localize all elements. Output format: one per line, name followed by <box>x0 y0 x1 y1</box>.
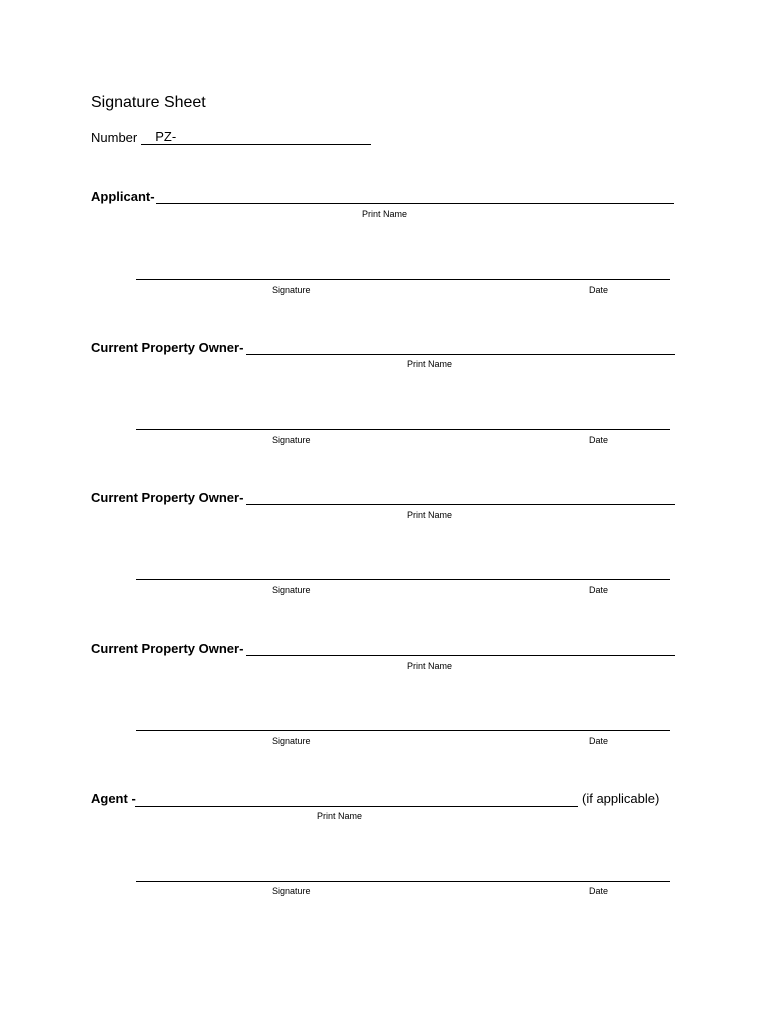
section-agent-label: Agent - <box>91 791 136 806</box>
owner-2-print-name-line[interactable] <box>246 504 675 505</box>
number-label: Number <box>91 130 138 145</box>
owner-3-signature-caption: Signature <box>272 736 311 746</box>
number-field[interactable]: PZ- <box>141 129 371 145</box>
agent-print-name-caption: Print Name <box>317 811 363 821</box>
section-owner-1-label: Current Property Owner- <box>91 340 244 355</box>
applicant-signature-line[interactable] <box>136 279 670 280</box>
owner-1-date-caption: Date <box>589 435 609 445</box>
owner-3-signature-line[interactable] <box>136 730 670 731</box>
number-row <box>91 129 371 145</box>
agent-date-caption: Date <box>589 886 609 896</box>
applicant-signature-caption: Signature <box>272 285 311 295</box>
section-applicant-label: Applicant- <box>91 189 155 204</box>
agent-signature-caption: Signature <box>272 886 311 896</box>
owner-1-print-name-caption: Print Name <box>407 359 453 369</box>
applicant-print-name-line[interactable] <box>156 203 674 204</box>
applicant-print-name-caption: Print Name <box>362 209 408 219</box>
applicant-date-caption: Date <box>589 285 609 295</box>
owner-2-signature-caption: Signature <box>272 585 311 595</box>
agent-print-name-line[interactable] <box>135 806 578 807</box>
section-owner-3-label: Current Property Owner- <box>91 641 244 656</box>
owner-1-print-name-line[interactable] <box>246 354 675 355</box>
owner-3-date-caption: Date <box>589 736 609 746</box>
section-owner-2-label: Current Property Owner- <box>91 490 244 505</box>
owner-3-print-name-line[interactable] <box>246 655 675 656</box>
agent-signature-line[interactable] <box>136 881 670 882</box>
owner-1-signature-line[interactable] <box>136 429 670 430</box>
agent-if-applicable-note: (if applicable) <box>582 791 660 806</box>
owner-2-date-caption: Date <box>589 585 609 595</box>
owner-2-print-name-caption: Print Name <box>407 510 453 520</box>
owner-3-print-name-caption: Print Name <box>407 661 453 671</box>
owner-1-signature-caption: Signature <box>272 435 311 445</box>
page-title: Signature Sheet <box>91 94 206 111</box>
owner-2-signature-line[interactable] <box>136 579 670 580</box>
